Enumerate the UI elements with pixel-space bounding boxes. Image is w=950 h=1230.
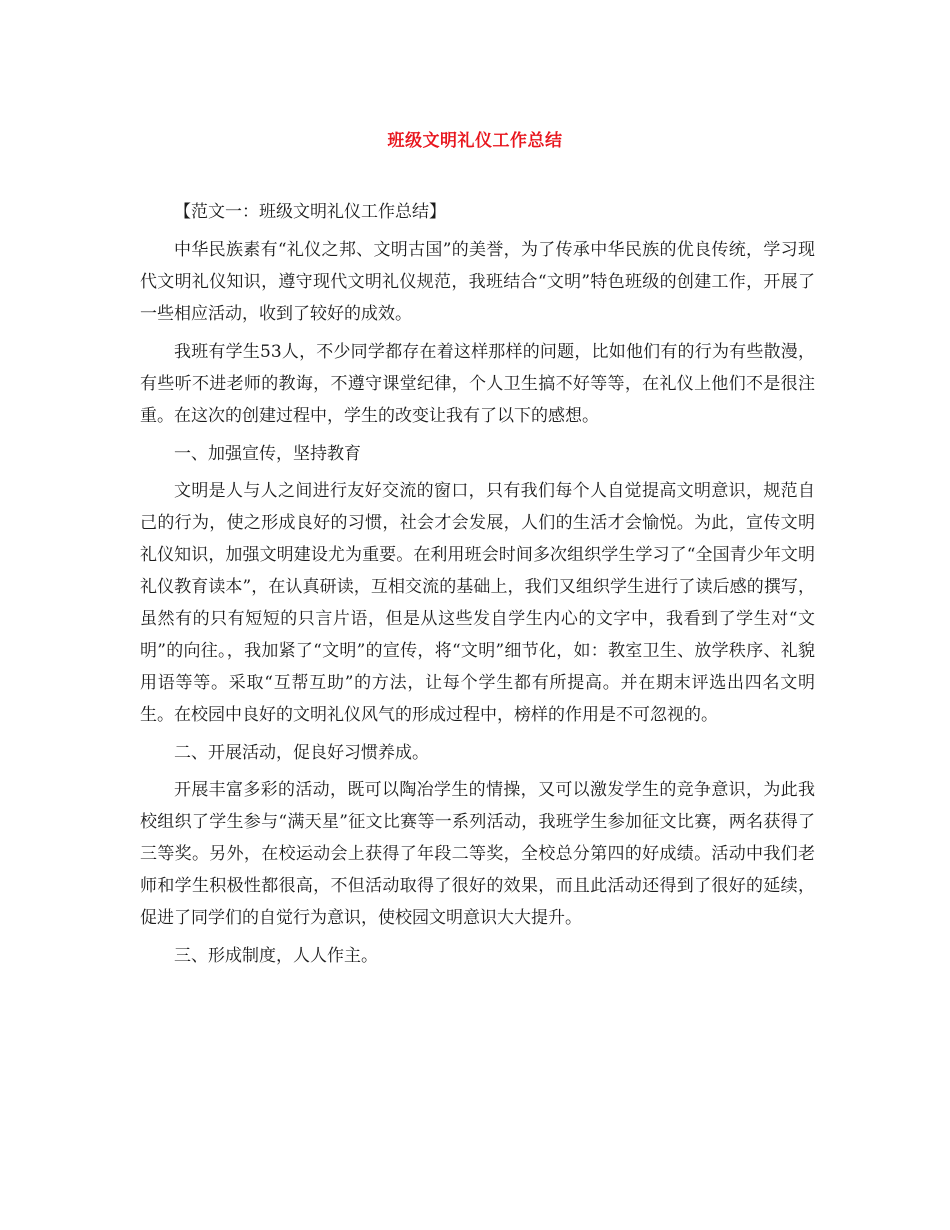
class-situation-paragraph: 我班有学生53人，不少同学都存在着这样那样的问题，比如他们有的行为有些散漫，有些听不进老师的教诲，不遵守课堂纪律，个人卫生搞不好等等，在礼仪上他们不是很注重。在这次的创建过程中，学生的改变让我有了以下的感想。 <box>140 342 815 426</box>
section-2-paragraph: 开展丰富多彩的活动，既可以陶冶学生的情操，又可以激发学生的竞争意识，为此我校组织了学生参与“满天星”征文比赛等一系列活动，我班学生参加征文比赛，两名获得了三等奖。另外，在校运动会上获得了年段二等奖，全校总分第四的好成绩。活动中我们老师和学生积极性都很高，不但活动取得了很好的效果，而且此活动还得到了很好的延续，促进了同学们的自觉行为意识，使校园文明意识大大提升。 <box>140 780 815 928</box>
section-heading-2: 二、开展活动，促良好习惯养成。 <box>174 743 429 763</box>
sample-heading: 【范文一：班级文明礼仪工作总结】 <box>174 202 446 222</box>
document-body <box>140 196 815 977</box>
section-heading-3: 三、形成制度，人人作主。 <box>174 946 378 966</box>
intro-paragraph: 中华民族素有“礼仪之邦、文明古国”的美誉，为了传承中华民族的优良传统，学习现代文明礼仪知识，遵守现代文明礼仪规范，我班结合“文明”特色班级的创建工作，开展了一些相应活动，收到了较好的成效。 <box>140 240 815 324</box>
section-1-paragraph: 文明是人与人之间进行友好交流的窗口，只有我们每个人自觉提高文明意识，规范自己的行为，使之形成良好的习惯，社会才会发展，人们的生活才会愉悦。为此，宣传文明礼仪知识，加强文明建设尤为重要。在利用班会时间多次组织学生学习了“全国青少年文明礼仪教育读本”，在认真研读，互相交流的基础上，我们又组织学生进行了读后感的撰写，虽然有的只有短短的只言片语，但是从这些发自学生内心的文字中，我看到了学生对“文明”的向往。，我加紧了“文明”的宣传，将“文明”细节化，如：教室卫生、放学秩序、礼貌用语等等。采取“互帮互助”的方法，让每个学生都有所提高。并在期末评选出四名文明生。在校园中良好的文明礼仪风气的形成过程中，榜样的作用是不可忽视的。 <box>140 481 815 725</box>
section-heading-1: 一、加强宣传，坚持教育 <box>174 444 361 464</box>
document-title: 班级文明礼仪工作总结 <box>387 131 563 151</box>
